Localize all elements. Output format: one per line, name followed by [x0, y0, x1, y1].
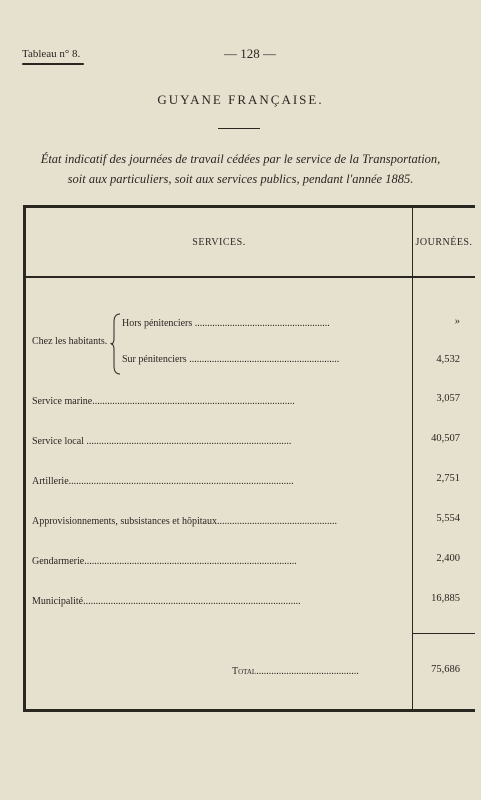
- column-header-journees: JOURNÉES.: [415, 237, 473, 248]
- total-rule: [413, 633, 475, 634]
- row-value-hors-penitenciers: »: [454, 316, 460, 327]
- row-label-gendarmerie: Gendarmerie.....................................................................................: [32, 556, 297, 567]
- total-label: Total.........................................: [232, 666, 359, 677]
- row-label-service-local: Service local ..................................................................................: [32, 436, 292, 447]
- caption-line-2: soit aux particuliers, soit aux services publics, pendant l'année 1885.: [67, 172, 414, 186]
- curly-brace: [110, 312, 122, 376]
- row-value-artillerie: 2,751: [436, 473, 460, 484]
- row-value-service-local: 40,507: [431, 433, 460, 444]
- row-value-municipalite: 16,885: [431, 593, 460, 604]
- row-label-habitants: Chez les habitants. .: [32, 336, 113, 347]
- title-underline: [218, 128, 260, 129]
- page-number: — 128 —: [224, 46, 276, 61]
- row-value-gendarmerie: 2,400: [436, 553, 460, 564]
- caption-line-1: État indicatif des journées de travail cédées par le service de la Transportation,: [40, 152, 441, 166]
- header-rule: [26, 276, 475, 278]
- row-label-artillerie: Artillerie..........................................................................................: [32, 476, 294, 487]
- row-value-service-marine: 3,057: [436, 393, 460, 404]
- decorative-rule: [22, 63, 84, 65]
- data-table: [23, 205, 475, 712]
- row-label-service-marine: Service marine.................................................................................: [32, 396, 295, 407]
- row-label-hors-penitenciers: Hors pénitenciers ......................................................: [122, 318, 330, 329]
- row-value-approvisionnements: 5,554: [436, 513, 460, 524]
- table-number-label: Tableau n° 8.: [22, 48, 81, 60]
- column-header-services: SERVICES.: [192, 237, 246, 248]
- row-value-sur-penitenciers: 4,532: [436, 354, 460, 365]
- row-label-municipalite: Municipalité.......................................................................................: [32, 596, 301, 607]
- row-label-sur-penitenciers: Sur pénitenciers ............................................................: [122, 354, 340, 365]
- row-label-approvisionnements: Approvisionnements, subsistances et hôpitaux................................................: [32, 516, 337, 527]
- page-title: GUYANE FRANÇAISE.: [157, 92, 324, 107]
- total-value: 75,686: [431, 664, 460, 675]
